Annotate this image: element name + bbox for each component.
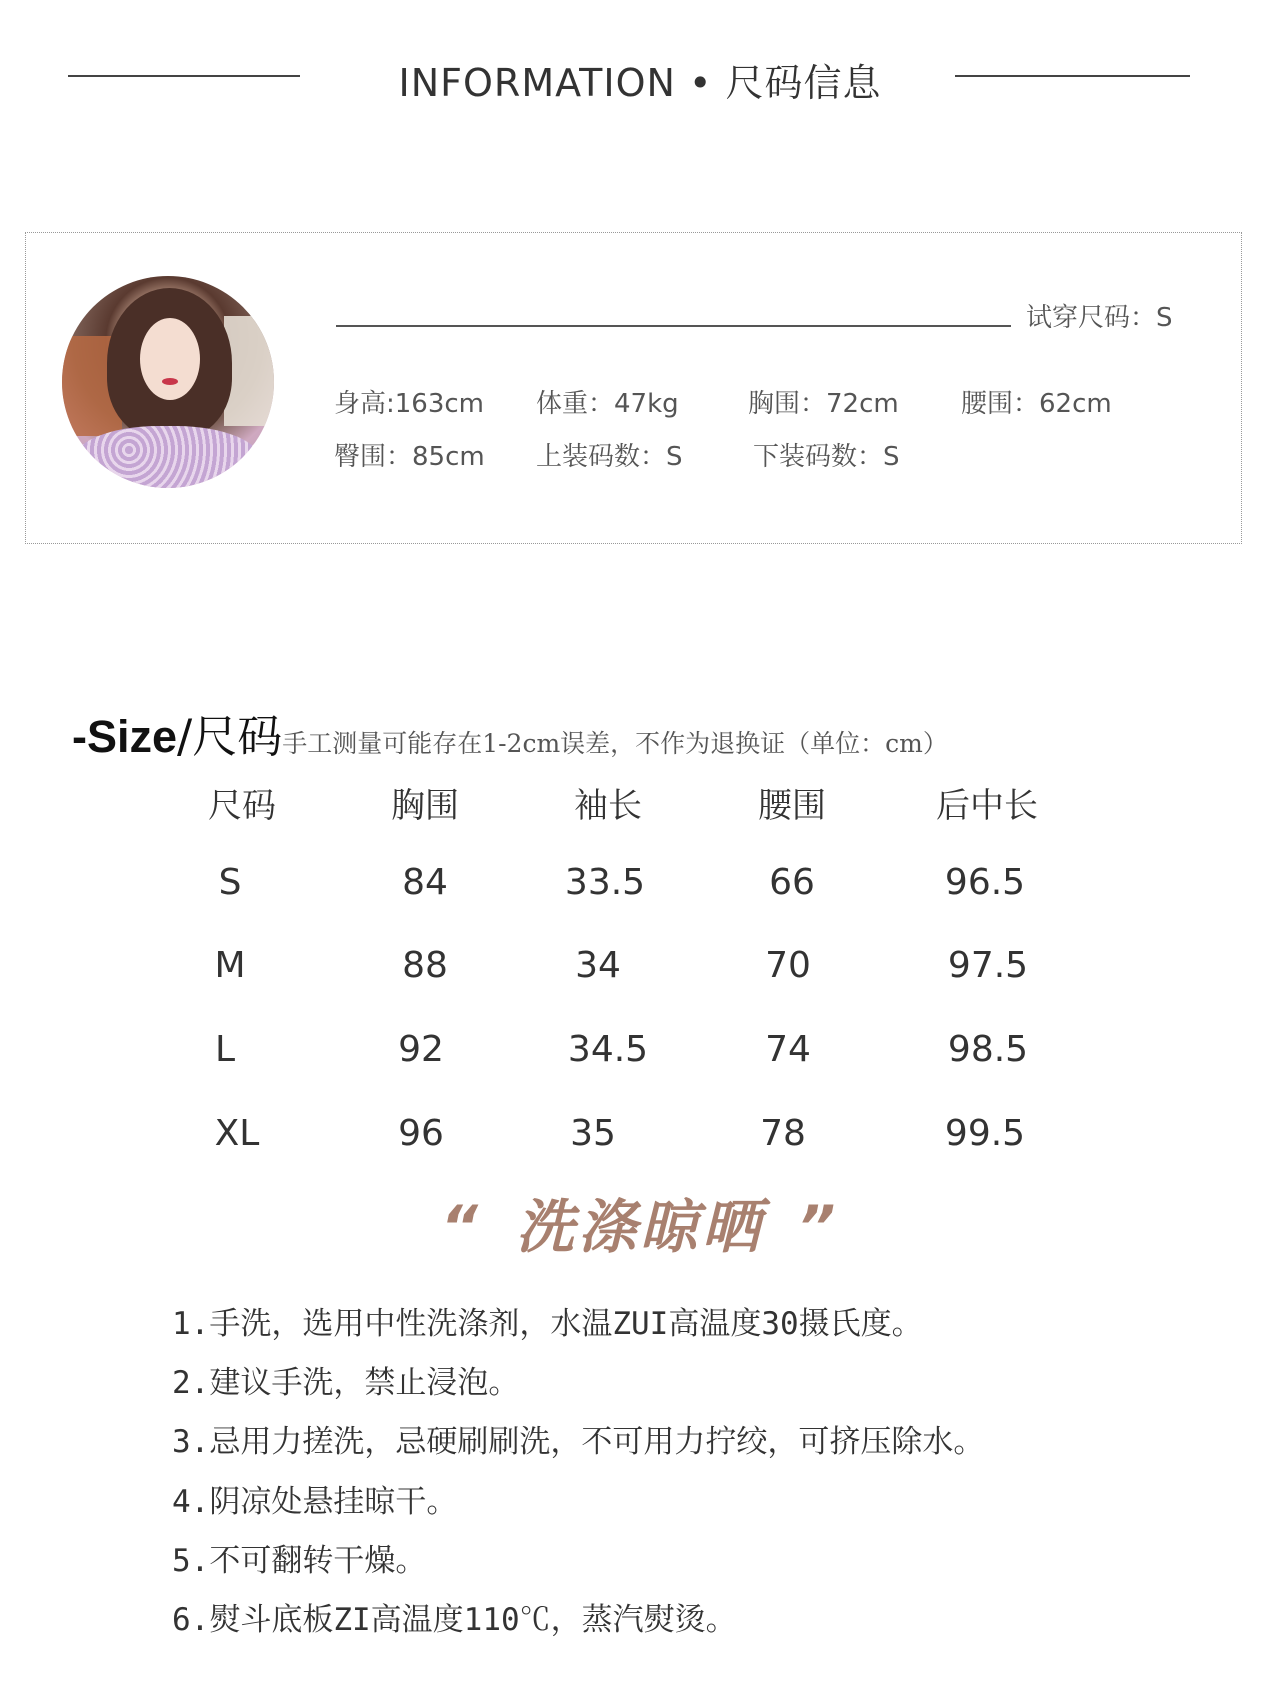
page-title: INFORMATION • 尺码信息 <box>398 61 882 105</box>
model-weight: 体重：47kg <box>536 389 679 419</box>
table-cell: 88 <box>402 945 448 986</box>
model-bust: 胸围：72cm <box>748 389 899 419</box>
table-cell: L <box>214 1029 236 1070</box>
table-cell: 33.5 <box>564 862 646 903</box>
size-note: 手工测量可能存在1-2cm误差，不作为退换证（单位：cm） <box>282 729 948 758</box>
care-title <box>0 1180 1280 1264</box>
table-cell: XL <box>214 1113 260 1154</box>
care-rule: 6.熨斗底板ZI高温度110℃，蒸汽熨烫。 <box>172 1602 737 1638</box>
table-cell: 99.5 <box>944 1113 1026 1154</box>
table-cell: 97.5 <box>947 945 1029 986</box>
table-cell: M <box>214 945 246 986</box>
model-info-box <box>25 232 1242 544</box>
care-rule: 5.不可翻转干燥。 <box>172 1543 427 1579</box>
model-avatar <box>62 276 274 488</box>
model-top-size: 上装码数：S <box>536 442 683 472</box>
table-cell: 98.5 <box>947 1029 1029 1070</box>
table-cell: 84 <box>402 862 448 903</box>
header-line-right <box>955 75 1190 77</box>
care-rule: 4.阴凉处悬挂晾干。 <box>172 1484 458 1520</box>
model-bottom-size: 下装码数：S <box>753 442 900 472</box>
table-cell: S <box>218 862 242 903</box>
model-hip: 臀围：85cm <box>334 442 485 472</box>
table-cell: 78 <box>760 1113 806 1154</box>
table-cell: 92 <box>398 1029 444 1070</box>
model-height: 身高:163cm <box>334 389 485 419</box>
table-cell: 70 <box>765 945 811 986</box>
size-title-cn: /尺码 <box>177 710 283 763</box>
table-header-sleeve: 袖长 <box>574 786 642 826</box>
size-heading <box>72 700 948 765</box>
table-cell: 35 <box>570 1113 616 1154</box>
table-header-waist: 腰围 <box>758 786 826 826</box>
care-rule: 3.忌用力搓洗，忌硬刷刷洗，不可用力拧绞，可挤压除水。 <box>172 1424 985 1460</box>
signature-line <box>336 325 1011 327</box>
table-cell: 34 <box>575 945 621 986</box>
open-quote: “ <box>440 1193 482 1261</box>
care-title-text: 洗涤晾晒 <box>515 1193 764 1261</box>
table-header-bust: 胸围 <box>391 786 459 826</box>
table-cell: 34.5 <box>567 1029 649 1070</box>
care-rule: 1.手洗，选用中性洗涤剂，水温ZUI高温度30摄氏度。 <box>172 1306 923 1342</box>
trial-size: 试穿尺码：S <box>1026 303 1173 333</box>
table-cell: 96.5 <box>944 862 1026 903</box>
table-header-size: 尺码 <box>208 786 276 826</box>
size-title: -Size <box>72 711 178 762</box>
care-rule: 2.建议手洗，禁止浸泡。 <box>172 1365 520 1401</box>
table-cell: 74 <box>765 1029 811 1070</box>
table-header-length: 后中长 <box>936 786 1038 826</box>
model-waist: 腰围：62cm <box>961 389 1112 419</box>
close-quote: ” <box>798 1193 840 1261</box>
table-cell: 66 <box>769 862 815 903</box>
table-cell: 96 <box>398 1113 444 1154</box>
